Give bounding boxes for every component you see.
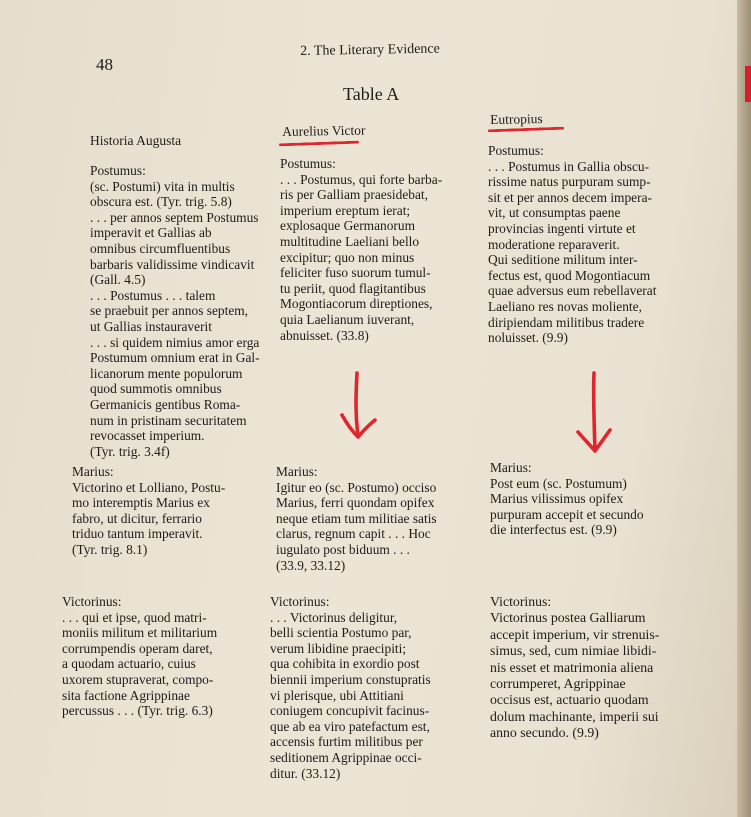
text-line: Laeliano res novas moliente, <box>488 298 642 314</box>
text-line: qua cohibita in exordio post <box>270 656 420 672</box>
text-line: (33.9, 33.12) <box>276 557 346 573</box>
text-line: coniugem concupivit facinus- <box>270 703 430 719</box>
text-line: corrumpendis operam daret, <box>62 640 213 656</box>
text-line: obscura est. (Tyr. trig. 5.8) <box>90 194 232 210</box>
text-line: Germanicis gentibus Roma- <box>90 396 241 412</box>
text-line: num in pristinam securitatem <box>90 412 247 428</box>
text-line: vit, ut consumptas paene <box>488 205 621 221</box>
text-line: explosaque Germanorum <box>280 218 415 234</box>
text-block-ha-victorinus <box>62 594 217 719</box>
text-line: fabro, ut dicitur, ferrario <box>72 510 202 526</box>
text-line: accensis furtim militibus per <box>270 734 423 750</box>
text-line: dolum machinante, imperii sui <box>490 708 659 724</box>
text-line: rissime natus purpuram sump- <box>488 174 651 190</box>
text-line: sita factione Agrippinae <box>62 687 190 703</box>
text-line: iugulato post biduum . . . <box>276 541 410 557</box>
text-block-av-victorinus <box>270 594 431 781</box>
text-block-eu-postumus <box>488 143 656 346</box>
text-line: (Gall. 4.5) <box>90 272 146 288</box>
text-line: anno secundo. (9.9) <box>490 725 599 741</box>
adjacent-page-edge <box>737 0 751 817</box>
text-line: (Tyr. trig. 8.1) <box>72 541 148 557</box>
text-line: . . . Victorinus deligitur, <box>270 609 398 625</box>
text-line: belli scientia Postumo par, <box>270 625 412 641</box>
page-number: 48 <box>96 55 113 74</box>
text-line: . . . Postumus . . . talem <box>90 287 216 303</box>
text-line: imperium ereptum ierat; <box>280 202 411 218</box>
text-line: se praebuit per annos septem, <box>90 303 249 319</box>
text-line: noluisset. (9.9) <box>488 330 568 346</box>
text-line: seditionem Agrippinae occi- <box>270 749 422 765</box>
text-line: barbaris validissime vindicavit <box>90 256 255 272</box>
red-bookmark-tab <box>745 66 751 102</box>
text-line: Postumum omnium erat in Gal- <box>90 350 260 366</box>
text-block-eu-victorinus <box>490 594 659 742</box>
text-line: diripiendam militibus tradere <box>488 314 645 330</box>
text-line: quod summotis omnibus <box>90 381 222 397</box>
text-line: . . . Postumus in Gallia obscu- <box>488 158 650 174</box>
text-line: Marius: <box>72 464 114 479</box>
red-arrow-eutropius <box>578 373 610 451</box>
text-line: Victorinus: <box>62 594 122 609</box>
text-line: multitudine Laeliani bello <box>280 233 420 249</box>
text-line: imperavit et Gallias ab <box>90 225 212 241</box>
text-line: nis esset et matrimonia aliena <box>490 659 654 675</box>
running-head: 2. The Literary Evidence <box>300 41 440 59</box>
text-line: licanorum mente populorum <box>90 365 243 381</box>
red-arrow-aurelius-victor <box>342 373 375 437</box>
text-line: (Tyr. trig. 3.4f) <box>90 443 170 459</box>
text-line: . . . per annos septem Postumus <box>90 209 259 225</box>
text-line: vi plerisque, ubi Attitiani <box>270 687 404 703</box>
text-line: quia Laelianum iuverant, <box>280 311 415 327</box>
text-line: excipitur; quo non minus <box>280 249 415 265</box>
text-line: moniis militum et militarium <box>62 625 218 641</box>
text-line: que ab ea viro patefactum est, <box>270 718 430 734</box>
text-line: Mogontiacorum direptiones, <box>280 296 433 312</box>
text-line: uxorem stupraverat, compo- <box>62 671 214 687</box>
text-line: Postumus: <box>488 143 544 158</box>
text-line: tu periit, quod flagitantibus <box>280 280 426 296</box>
column-heading-eutropius: Eutropius <box>490 111 543 127</box>
text-line: . . . si quidem nimius amor erga <box>90 334 260 350</box>
text-line: biennii imperium constupratis <box>270 671 431 687</box>
column-heading-aurelius-victor: Aurelius Victor <box>282 122 366 139</box>
text-line: neque etiam tum militiae satis <box>276 510 437 526</box>
text-line: Marius: <box>490 460 532 475</box>
text-line: Victorinus postea Galliarum <box>490 610 646 626</box>
text-line: corrumperet, Agrippinae <box>490 676 626 692</box>
text-line: clarus, regnum capit . . . Hoc <box>276 526 431 542</box>
text-line: Marius, ferri quondam opifex <box>276 495 435 511</box>
table-title: Table A <box>343 84 400 104</box>
text-line: quae adversus eum rebellaverat <box>488 283 657 299</box>
text-line: a quodam actuario, cuius <box>62 656 196 672</box>
red-underline-aurelius-victor <box>279 141 359 147</box>
text-line: triduo tantum imperavit. <box>72 526 203 542</box>
text-line: feliciter fuso suorum tumul- <box>280 265 431 281</box>
text-block-ha-marius <box>72 464 225 558</box>
text-line: die interfectus est. (9.9) <box>490 522 617 538</box>
text-line: Marius: <box>276 464 318 479</box>
text-block-eu-marius <box>490 460 644 538</box>
text-line: abnuisset. (33.8) <box>280 327 369 343</box>
text-line: . . . Postumus, qui forte barba- <box>280 171 443 187</box>
text-line: ris per Galliam praesidebat, <box>280 187 428 203</box>
text-line: Igitur eo (sc. Postumo) occiso <box>276 479 437 495</box>
text-line: percussus . . . (Tyr. trig. 6.3) <box>62 703 213 719</box>
text-line: ditur. (33.12) <box>270 765 341 781</box>
text-line: Postumus: <box>90 163 146 178</box>
text-line: occisus est, actuario quodam <box>490 692 649 708</box>
text-block-av-marius <box>276 464 437 573</box>
text-line: ut Gallias instauraverit <box>90 318 212 334</box>
text-line: provincias ingenti virtute et <box>488 220 636 236</box>
text-line: Victorinus: <box>490 594 552 609</box>
text-line: Qui seditione militum inter- <box>488 252 638 268</box>
text-line: moderatione reparaverit. <box>488 236 620 252</box>
text-block-av-postumus <box>280 156 442 343</box>
text-line: accepit imperium, vir strenuis- <box>490 626 660 642</box>
text-line: Post eum (sc. Postumum) <box>490 475 627 491</box>
text-block-ha-postumus <box>90 163 260 459</box>
text-line: . . . qui et ipse, quod matri- <box>62 609 207 625</box>
text-line: simus, sed, cum nimiae libidi- <box>490 643 657 659</box>
text-line: Postumus: <box>280 156 336 171</box>
column-heading-historia-augusta: Historia Augusta <box>90 133 182 148</box>
text-line: revocasset imperium. <box>90 428 205 444</box>
text-line: Victorino et Lolliano, Postu- <box>72 479 226 495</box>
text-line: sit et per annos decem impera- <box>488 189 652 205</box>
text-line: Marius vilissimus opifex <box>490 491 624 507</box>
text-line: mo interemptis Marius ex <box>72 495 210 511</box>
text-line: Victorinus: <box>270 594 330 609</box>
text-line: purpuram accepit et secundo <box>490 506 644 522</box>
text-line: fectus est, quod Mogontiacum <box>488 267 651 283</box>
text-line: omnibus circumfluentibus <box>90 240 231 256</box>
text-line: (sc. Postumi) vita in multis <box>90 178 235 194</box>
text-line: verum libidine praecipiti; <box>270 640 407 656</box>
